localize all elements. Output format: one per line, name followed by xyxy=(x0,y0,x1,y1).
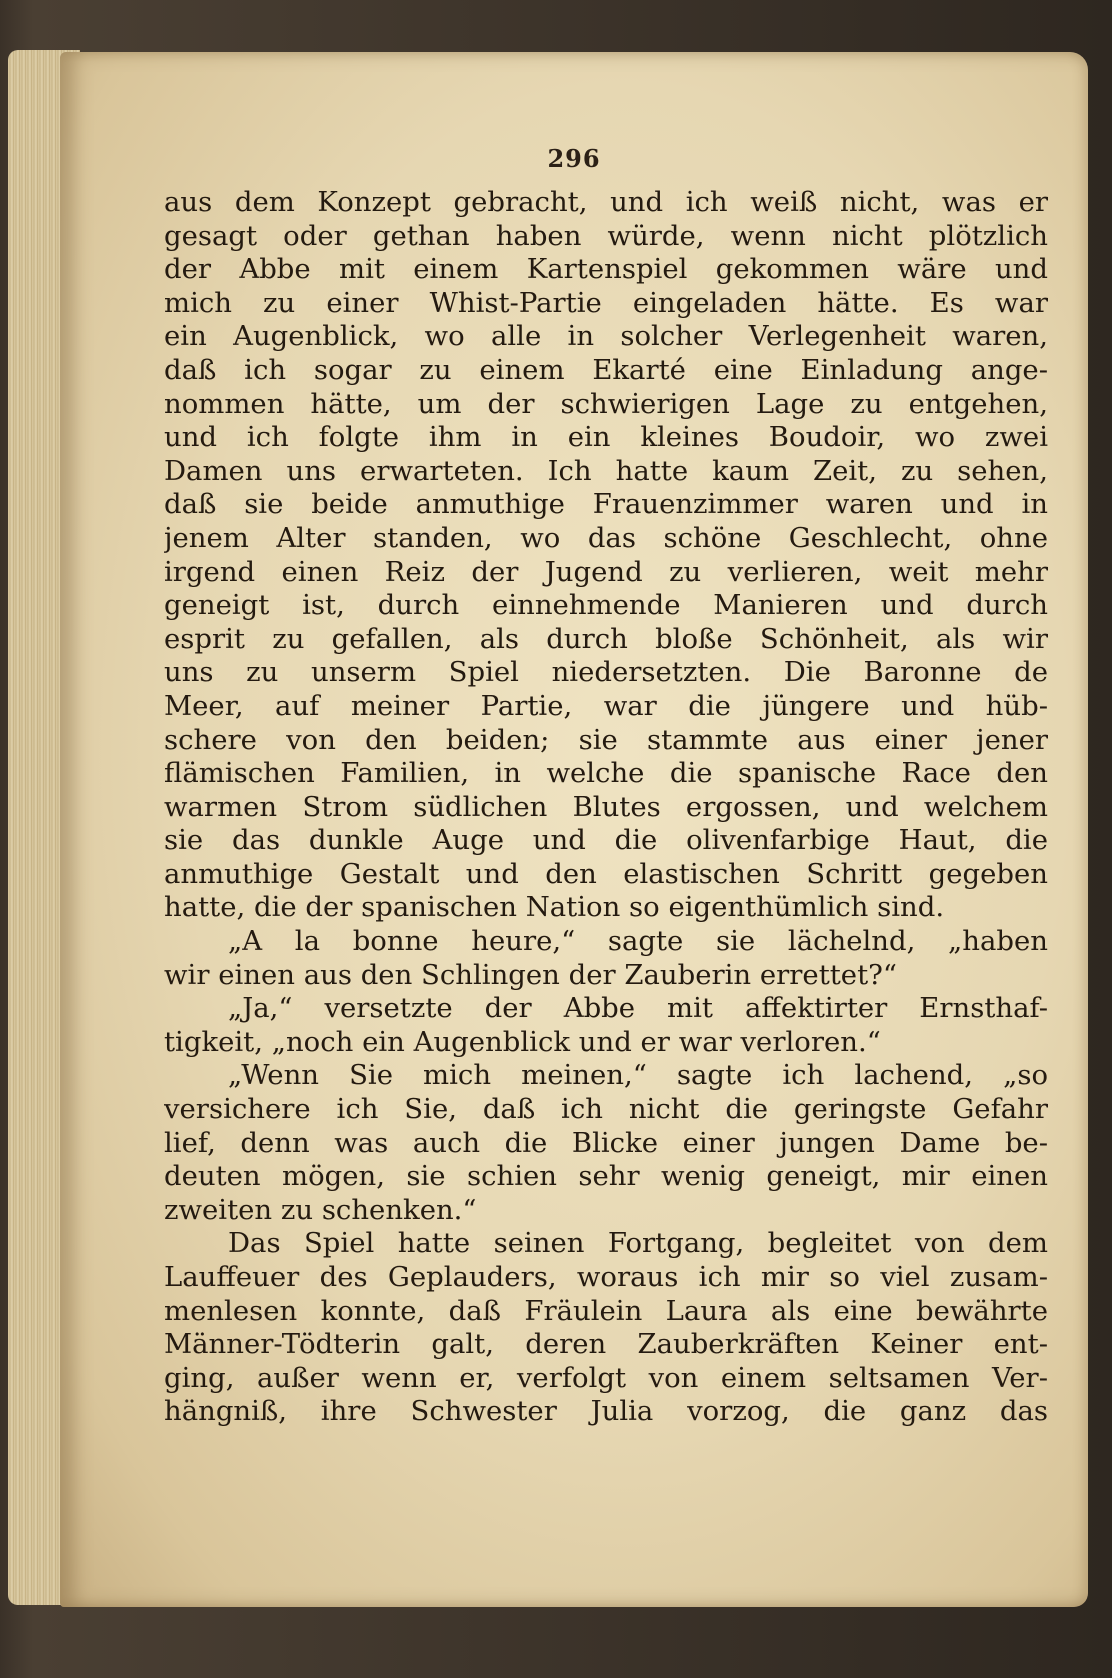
text-line: Damen uns erwarteten. Ich hatte kaum Zeit, zu sehen, xyxy=(164,454,1048,487)
text-line: mich zu einer Whist-Partie eingeladen hätte. Es war xyxy=(164,286,1048,319)
text-line: zweiten zu schenken.“ xyxy=(164,1193,477,1226)
text-line: „Wenn Sie mich meinen,“ sagte ich lachend, „so xyxy=(228,1059,1048,1092)
text-line: wir einen aus den Schlingen der Zauberin errettet?“ xyxy=(164,958,897,991)
text-line: daß ich sogar zu einem Ekarté eine Einladung ange- xyxy=(164,353,1048,386)
text-line: lief, denn was auch die Blicke einer jungen Dame be- xyxy=(164,1126,1048,1159)
text-line: Das Spiel hatte seinen Fortgang, begleitet von dem xyxy=(228,1227,1048,1260)
text-line: der Abbe mit einem Kartenspiel gekommen wäre und xyxy=(164,253,1048,286)
text-line: und ich folgte ihm in ein kleines Boudoir, wo zwei xyxy=(164,421,1048,454)
page-text xyxy=(164,186,1048,1429)
text-line: sie das dunkle Auge und die olivenfarbige Haut, die xyxy=(164,824,1048,857)
text-line: Männer-Tödterin galt, deren Zauberkräften Keiner ent- xyxy=(164,1328,1048,1361)
text-line: irgend einen Reiz der Jugend zu verlieren, weit mehr xyxy=(164,555,1048,588)
text-line: ging, außer wenn er, verfolgt von einem seltsamen Ver- xyxy=(164,1361,1048,1394)
text-line: esprit zu gefallen, als durch bloße Schönheit, als wir xyxy=(164,622,1048,655)
text-line: gesagt oder gethan haben würde, wenn nicht plötzlich xyxy=(164,219,1048,252)
text-line: ein Augenblick, wo alle in solcher Verlegenheit waren, xyxy=(164,320,1048,353)
text-line: aus dem Konzept gebracht, und ich weiß nicht, was er xyxy=(164,186,1048,218)
text-line: tigkeit, „noch ein Augenblick und er war verloren.“ xyxy=(164,1025,881,1058)
text-line: warmen Strom südlichen Blutes ergossen, und welchem xyxy=(164,790,1048,823)
text-line: hängniß, ihre Schwester Julia vorzog, die ganz das xyxy=(164,1395,1048,1428)
text-line: anmuthige Gestalt und den elastischen Schritt gegeben xyxy=(164,857,1048,890)
text-line: Lauffeuer des Geplauders, woraus ich mir so viel zusam- xyxy=(164,1261,1048,1293)
text-line: flämischen Familien, in welche die spanische Race den xyxy=(164,757,1048,790)
text-line: Meer, auf meiner Partie, war die jüngere und hüb- xyxy=(164,689,1048,722)
text-line: hatte, die der spanischen Nation so eigenthümlich sind. xyxy=(164,891,945,924)
text-line: daß sie beide anmuthige Frauenzimmer waren und in xyxy=(164,488,1048,521)
text-line: „Ja,“ versetzte der Abbe mit affektirter Ernsthaf- xyxy=(228,992,1048,1025)
text-line: menlesen konnte, daß Fräulein Laura als eine bewährte xyxy=(164,1294,1048,1327)
text-line: versichere ich Sie, daß ich nicht die geringste Gefahr xyxy=(164,1093,1048,1126)
text-line: nommen hätte, um der schwierigen Lage zu entgehen, xyxy=(164,387,1048,420)
text-line: jenem Alter standen, wo das schöne Geschlecht, ohne xyxy=(164,521,1048,554)
text-line: deuten mögen, sie schien sehr wenig geneigt, mir einen xyxy=(164,1160,1048,1193)
text-line: uns zu unserm Spiel niedersetzten. Die Baronne de xyxy=(164,656,1048,689)
text-line: geneigt ist, durch einnehmende Manieren und durch xyxy=(164,589,1048,622)
text-line: schere von den beiden; sie stammte aus einer jener xyxy=(164,723,1048,756)
text-line: „A la bonne heure,“ sagte sie lächelnd, „haben xyxy=(228,925,1048,958)
page-number: 296 xyxy=(547,144,601,173)
